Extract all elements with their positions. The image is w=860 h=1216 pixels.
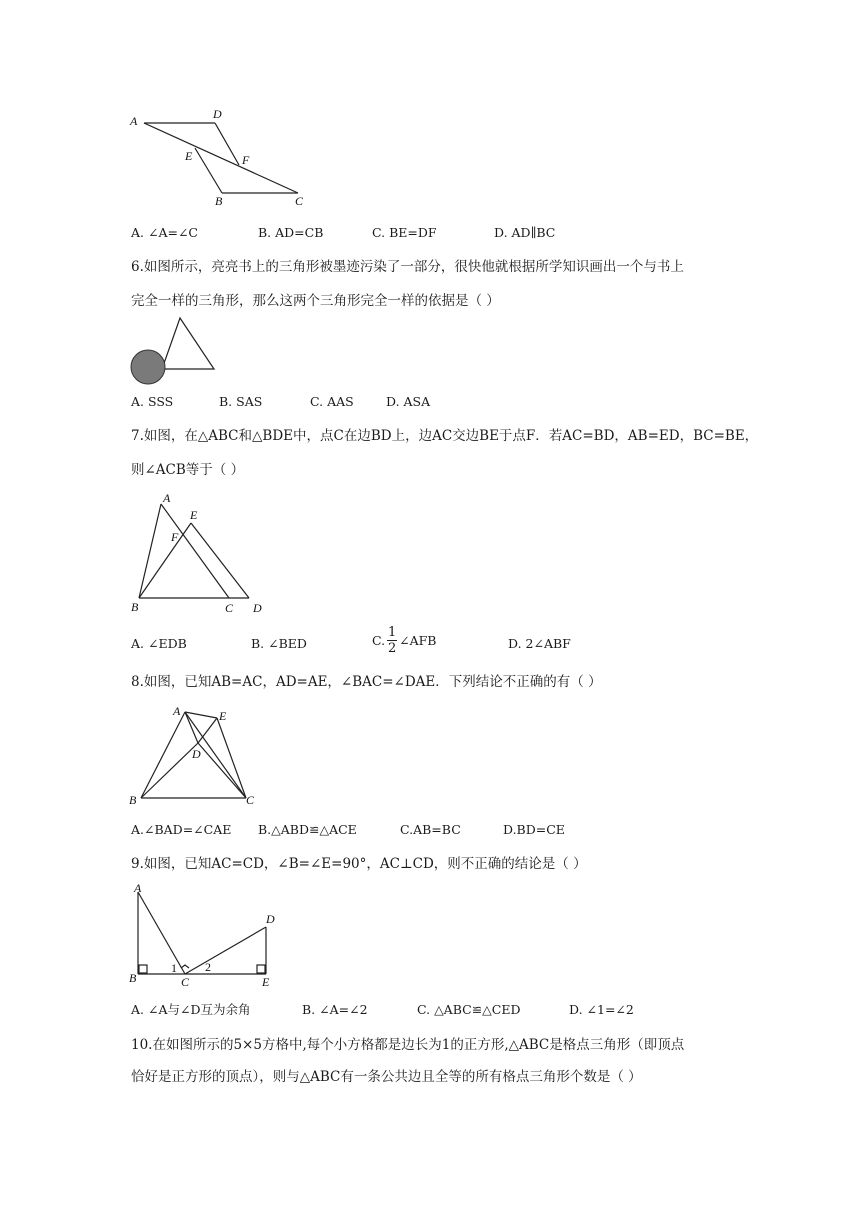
q7-label-C: C <box>225 601 234 615</box>
q5-label-F: F <box>242 153 250 167</box>
q5-label-C: C <box>295 194 304 208</box>
q9-figure <box>126 882 286 990</box>
q10-text-line1: 10.在如图所示的5×5方格中,每个小方格都是边长为1的正方形,△ABC是格点三角形（即顶点 <box>131 1037 685 1053</box>
q6-option-b: B. SAS <box>219 394 263 409</box>
q5-option-d: D. AD∥BC <box>494 225 556 240</box>
q8-label-B: B <box>129 793 137 807</box>
q8-text-line1: 8.如图，已知AB=AC，AD=AE，∠BAC=∠DAE．下列结论不正确的有（ ） <box>131 674 602 690</box>
q8-option-a: A.∠BAD=∠CAE <box>131 822 232 837</box>
q9-option-a: A. ∠A与∠D互为余角 <box>131 1002 251 1017</box>
q8-option-c: C.AB=BC <box>400 822 461 837</box>
q5-option-b: B. AD=CB <box>258 225 324 240</box>
q9-option-d: D. ∠1=∠2 <box>569 1002 634 1017</box>
q8-label-A: A <box>173 704 181 718</box>
q7-label-A: A <box>163 491 171 505</box>
q7-option-c-suffix: ∠AFB <box>399 632 437 648</box>
q8-option-d: D.BD=CE <box>503 822 565 837</box>
q7-option-c <box>372 626 436 655</box>
q5-figure <box>124 104 324 210</box>
q9-text-line1: 9.如图，已知AC=CD，∠B=∠E=90°，AC⊥CD，则不正确的结论是（ ） <box>131 856 587 872</box>
q10-text-line2: 恰好是正方形的顶点），则与△ABC有一条公共边且全等的所有格点三角形个数是（ ） <box>131 1069 642 1085</box>
q9-label-angle1: 1 <box>171 961 177 975</box>
q5-option-c: C. BE=DF <box>372 225 437 240</box>
q5-label-E: E <box>185 149 193 163</box>
q7-label-F: F <box>171 530 179 544</box>
q7-fraction-denominator: 2 <box>387 641 397 656</box>
q5-label-B: B <box>215 194 223 208</box>
q7-option-c-prefix: C. <box>372 632 386 648</box>
q7-label-B: B <box>131 600 139 614</box>
q8-figure <box>126 700 266 810</box>
q6-figure <box>126 314 222 386</box>
q9-label-angle2: 2 <box>205 960 211 974</box>
q7-option-d: D. 2∠ABF <box>508 636 571 651</box>
q7-label-D: D <box>253 601 262 615</box>
q9-label-A: A <box>134 882 142 895</box>
q7-fraction <box>387 626 397 655</box>
q7-figure <box>126 488 276 616</box>
q7-option-a: A. ∠EDB <box>131 636 187 651</box>
q7-text-line2: 则∠ACB等于（ ） <box>131 462 245 478</box>
q5-label-A: A <box>130 114 138 128</box>
q9-label-C: C <box>181 975 190 989</box>
q9-option-c: C. △ABC≌△CED <box>417 1002 521 1017</box>
q9-label-E: E <box>262 975 270 989</box>
q6-option-c: C. AAS <box>310 394 354 409</box>
q7-option-b: B. ∠BED <box>251 636 307 651</box>
q6-text-line1: 6.如图所示，亮亮书上的三角形被墨迹污染了一部分，很快他就根据所学知识画出一个与书上 <box>131 259 684 275</box>
q9-label-D: D <box>266 912 275 926</box>
q7-label-E: E <box>190 508 198 522</box>
q8-option-b: B.△ABD≌△ACE <box>258 822 357 837</box>
q9-option-b: B. ∠A=∠2 <box>302 1002 368 1017</box>
q6-option-d: D. ASA <box>386 394 431 409</box>
q5-label-D: D <box>213 107 222 121</box>
q7-text-line1: 7.如图，在△ABC和△BDE中，点C在边BD上，边AC交边BE于点F．若AC=BD，AB=ED，BC=BE， <box>131 428 759 444</box>
q6-option-a: A. SSS <box>131 394 174 409</box>
q9-label-B: B <box>129 971 137 985</box>
q6-text-line2: 完全一样的三角形，那么这两个三角形完全一样的依据是（ ） <box>131 293 500 309</box>
q8-label-D: D <box>192 747 201 761</box>
ink-blot <box>131 350 165 384</box>
q5-option-a: A. ∠A=∠C <box>131 225 198 240</box>
q8-label-E: E <box>219 709 227 723</box>
q8-label-C: C <box>246 793 255 807</box>
q7-fraction-numerator: 1 <box>387 625 397 640</box>
